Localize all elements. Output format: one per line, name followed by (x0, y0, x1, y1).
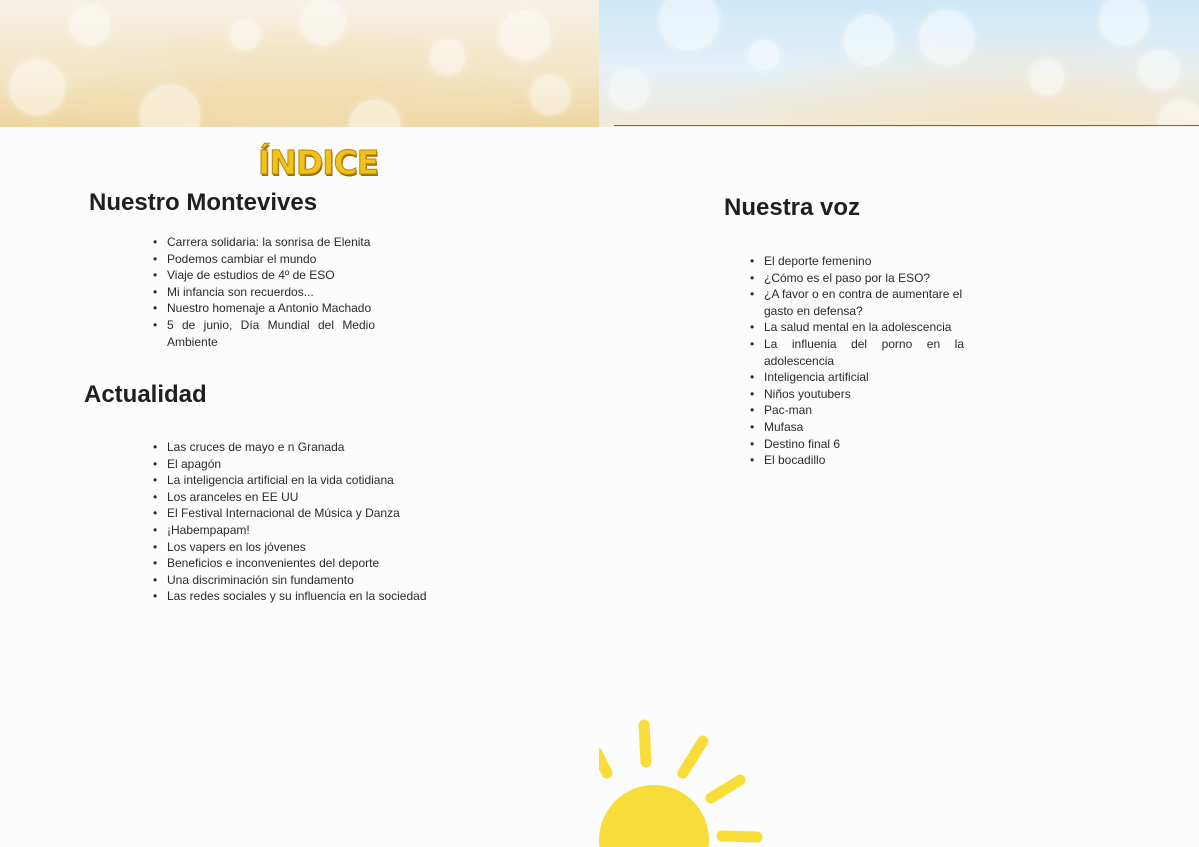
header-banner-cool (599, 0, 1199, 127)
toc-item[interactable]: • Los vapers en los jóvenes (153, 539, 438, 556)
section-title-nuestra-voz: Nuestra voz (724, 194, 861, 221)
toc-item[interactable]: • Beneficios e inconvenientes del deporte (153, 555, 438, 572)
right-page (599, 0, 1199, 847)
toc-list-nuestra-voz (750, 253, 964, 469)
toc-list-actualidad (153, 439, 438, 605)
toc-item[interactable]: • Podemos cambiar el mundo (153, 251, 375, 268)
left-page (0, 0, 599, 847)
toc-item[interactable]: • La inteligencia artificial en la vida cotidiana (153, 472, 438, 489)
toc-item[interactable]: • Nuestro homenaje a Antonio Machado (153, 300, 375, 317)
toc-item[interactable]: • Viaje de estudios de 4º de ESO (153, 267, 375, 284)
section-title-actualidad: Actualidad (84, 381, 207, 408)
toc-item[interactable]: • 5 de junio, Día Mundial del Medio Ambiente (153, 317, 375, 350)
toc-item[interactable]: • Los aranceles en EE UU (153, 489, 438, 506)
toc-item[interactable]: • ¡Habempapam! (153, 522, 438, 539)
toc-item[interactable]: • La influenia del porno en la adolescencia (750, 336, 964, 369)
toc-item[interactable]: • Las redes sociales y su influencia en la sociedad (153, 588, 438, 605)
header-banner-warm (0, 0, 599, 127)
section-title-nuestro-montevives: Nuestro Montevives (89, 189, 318, 216)
toc-item[interactable]: • Mufasa (750, 419, 964, 436)
header-divider (614, 125, 1199, 126)
toc-item[interactable]: • El bocadillo (750, 452, 964, 469)
toc-item[interactable]: • Mi infancia son recuerdos... (153, 284, 375, 301)
toc-item[interactable]: • El deporte femenino (750, 253, 964, 270)
toc-item[interactable]: • Inteligencia artificial (750, 369, 964, 386)
toc-item[interactable]: • Una discriminación sin fundamento (153, 572, 438, 589)
index-logo-title: ÍNDICE (258, 143, 379, 182)
toc-item[interactable]: • Carrera solidaria: la sonrisa de Elenita (153, 234, 375, 251)
toc-item[interactable]: • Las cruces de mayo e n Granada (153, 439, 438, 456)
toc-item[interactable]: • ¿Cómo es el paso por la ESO? (750, 270, 964, 287)
toc-item[interactable]: • Destino final 6 (750, 436, 964, 453)
toc-item[interactable]: • La salud mental en la adolescencia (750, 319, 964, 336)
toc-list-nuestro-montevives (153, 234, 375, 350)
toc-item[interactable]: • Pac-man (750, 402, 964, 419)
sun-icon (599, 715, 769, 847)
toc-item[interactable]: • ¿A favor o en contra de aumentare el gasto en defensa? (750, 286, 964, 319)
toc-item[interactable]: • El Festival Internacional de Música y Danza (153, 505, 438, 522)
toc-item[interactable]: • El apagón (153, 456, 438, 473)
toc-item[interactable]: • Niños youtubers (750, 386, 964, 403)
